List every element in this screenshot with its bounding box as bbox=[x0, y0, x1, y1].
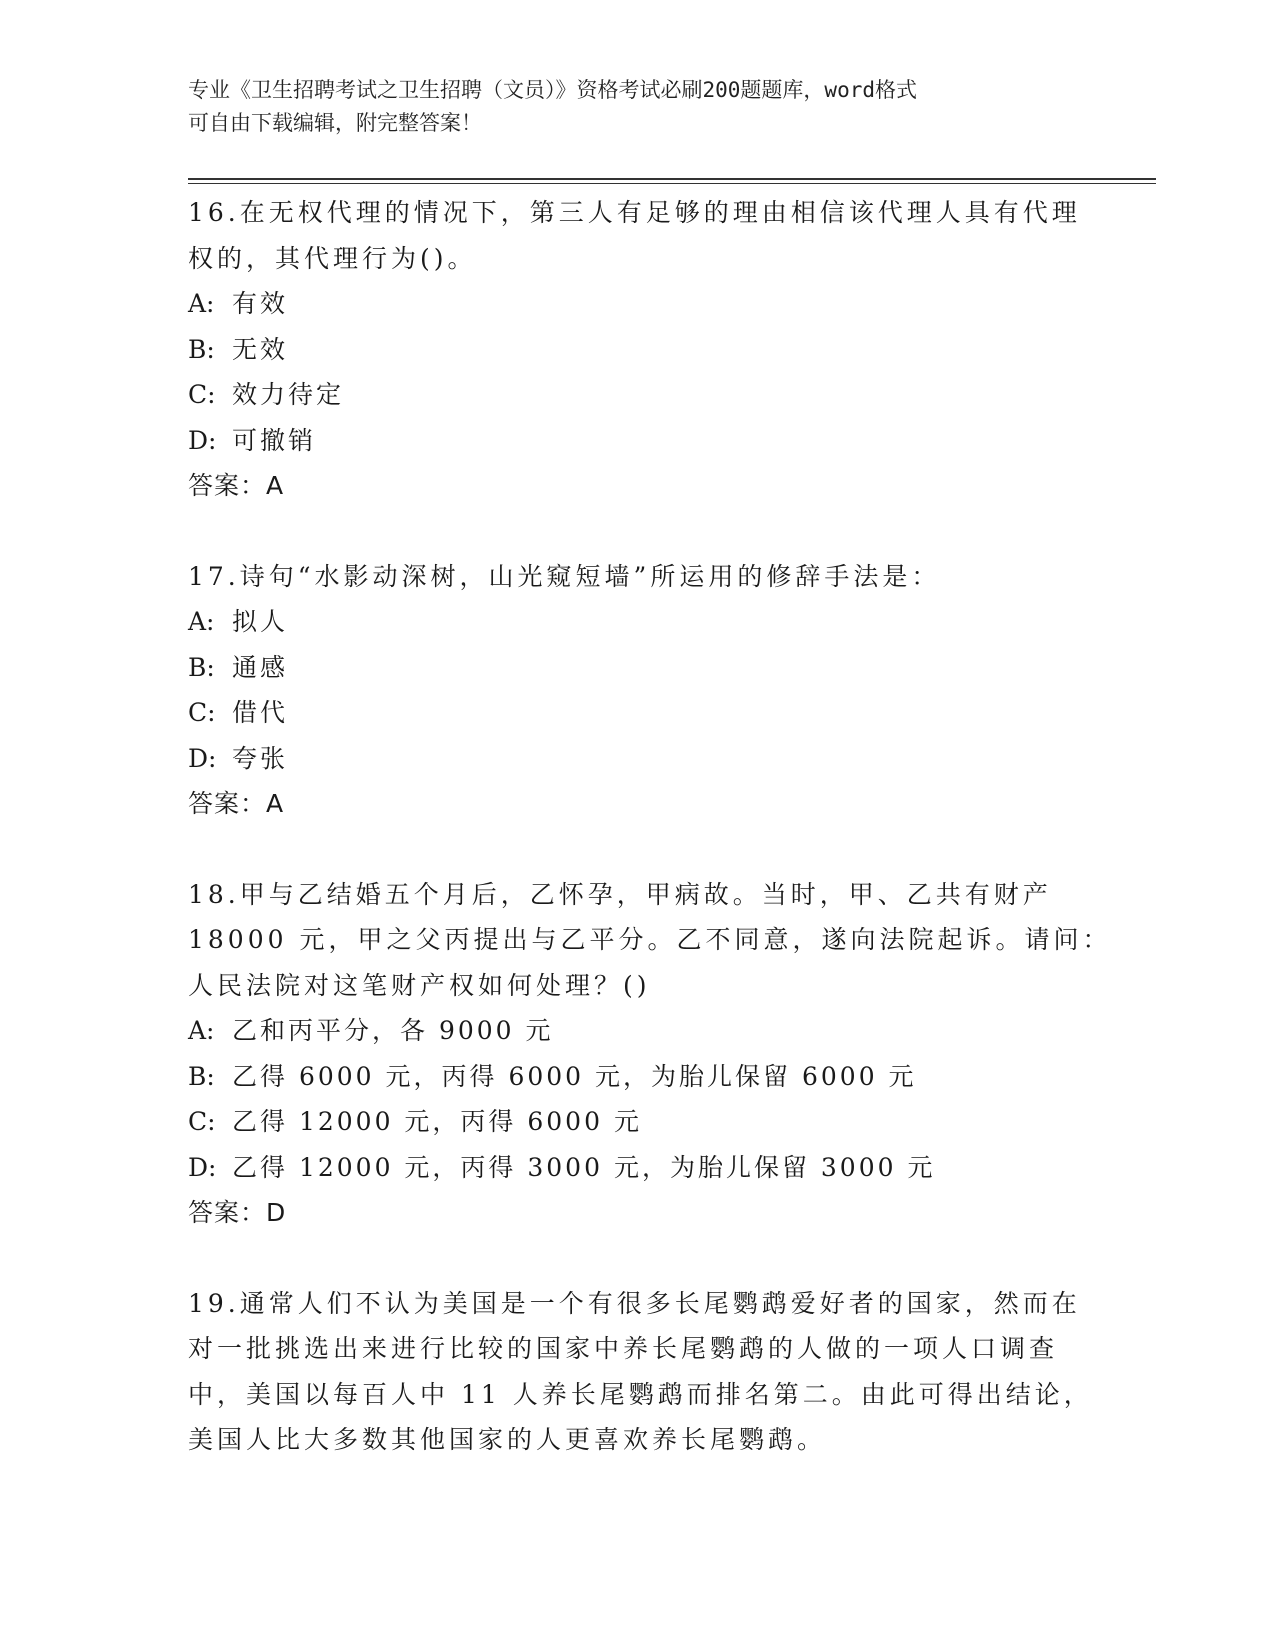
question-17 bbox=[188, 554, 1088, 827]
question-stem-line: 美国人比大多数其他国家的人更喜欢养长尾鹦鹉。 bbox=[188, 1425, 827, 1454]
question-stem bbox=[188, 554, 1088, 600]
option-text: 乙得 12000 元，丙得 6000 元 bbox=[232, 1107, 642, 1136]
question-gap bbox=[188, 509, 1088, 554]
option-b bbox=[188, 1054, 1088, 1100]
question-stem-line: 对一批挑选出来进行比较的国家中养长尾鹦鹉的人做的一项人口调查 bbox=[188, 1334, 1059, 1363]
question-16 bbox=[188, 190, 1088, 509]
option-key: D: bbox=[188, 1152, 217, 1182]
answer-label: 答案：A bbox=[188, 471, 285, 500]
question-stem bbox=[188, 190, 1088, 281]
question-stem-line: 人民法院对这笔财产权如何处理？() bbox=[188, 970, 651, 1000]
option-key: C: bbox=[188, 380, 216, 409]
option-text: 夸张 bbox=[232, 743, 289, 773]
option-c bbox=[188, 690, 1088, 736]
option-b bbox=[188, 645, 1088, 691]
option-c bbox=[188, 372, 1088, 418]
question-stem bbox=[188, 1281, 1093, 1463]
option-text: 拟人 bbox=[232, 607, 289, 636]
option-d bbox=[188, 1145, 1088, 1191]
option-key: B: bbox=[188, 652, 215, 682]
option-text: 无效 bbox=[232, 334, 289, 364]
answer-label: 答案：D bbox=[188, 1198, 287, 1227]
question-stem-line: 权的，其代理行为()。 bbox=[188, 243, 477, 273]
option-d bbox=[188, 736, 1088, 782]
option-d bbox=[188, 418, 1088, 464]
option-a bbox=[188, 1008, 1088, 1054]
question-stem-line: 16.在无权代理的情况下，第三人有足够的理由相信该代理人具有代理 bbox=[188, 198, 1081, 227]
header-line: 可自由下载编辑，附完整答案！ bbox=[188, 111, 482, 135]
option-text: 效力待定 bbox=[232, 380, 345, 409]
option-key: A: bbox=[188, 607, 215, 636]
option-text: 有效 bbox=[232, 289, 289, 318]
option-key: D: bbox=[188, 743, 217, 773]
question-18 bbox=[188, 872, 1112, 1236]
option-text: 乙得 6000 元，丙得 6000 元，为胎儿保留 6000 元 bbox=[232, 1061, 917, 1091]
question-stem bbox=[188, 872, 1112, 1009]
option-text: 借代 bbox=[232, 698, 289, 727]
header-line: 专业《卫生招聘考试之卫生招聘（文员）》资格考试必刷200题题库，word格式 bbox=[188, 78, 917, 102]
question-list bbox=[188, 190, 1112, 1463]
option-text: 通感 bbox=[232, 652, 289, 682]
question-stem-line: 18.甲与乙结婚五个月后，乙怀孕，甲病故。当时，甲、乙共有财产 bbox=[188, 879, 1052, 909]
question-stem-line: 19.通常人们不认为美国是一个有很多长尾鹦鹉爱好者的国家，然而在 bbox=[188, 1288, 1081, 1318]
header-divider bbox=[188, 183, 1156, 184]
option-b bbox=[188, 327, 1088, 373]
question-stem-line: 17.诗句“水影动深树，山光窥短墙”所运用的修辞手法是： bbox=[188, 561, 941, 591]
question-19 bbox=[188, 1281, 1093, 1463]
option-text: 乙得 12000 元，丙得 3000 元，为胎儿保留 3000 元 bbox=[232, 1152, 936, 1182]
option-key: B: bbox=[188, 1061, 215, 1091]
header-divider bbox=[188, 178, 1156, 180]
option-key: D: bbox=[188, 425, 217, 455]
option-a bbox=[188, 281, 1088, 327]
option-key: A: bbox=[188, 1016, 215, 1045]
option-key: C: bbox=[188, 1107, 216, 1136]
option-text: 可撤销 bbox=[232, 425, 317, 455]
option-key: C: bbox=[188, 698, 216, 727]
option-key: B: bbox=[188, 334, 215, 364]
answer-label: 答案：A bbox=[188, 789, 285, 818]
option-c bbox=[188, 1099, 1088, 1145]
question-gap bbox=[188, 827, 1088, 872]
question-stem-line: 18000 元，甲之父丙提出与乙平分。乙不同意，遂向法院起诉。请问： bbox=[188, 925, 1112, 954]
option-a bbox=[188, 599, 1088, 645]
question-gap bbox=[188, 1236, 1088, 1281]
document-header bbox=[188, 74, 1088, 140]
option-key: A: bbox=[188, 289, 215, 318]
question-stem-line: 中，美国以每百人中 11 人养长尾鹦鹉而排名第二。由此可得出结论， bbox=[188, 1379, 1093, 1409]
option-text: 乙和丙平分，各 9000 元 bbox=[232, 1016, 554, 1045]
